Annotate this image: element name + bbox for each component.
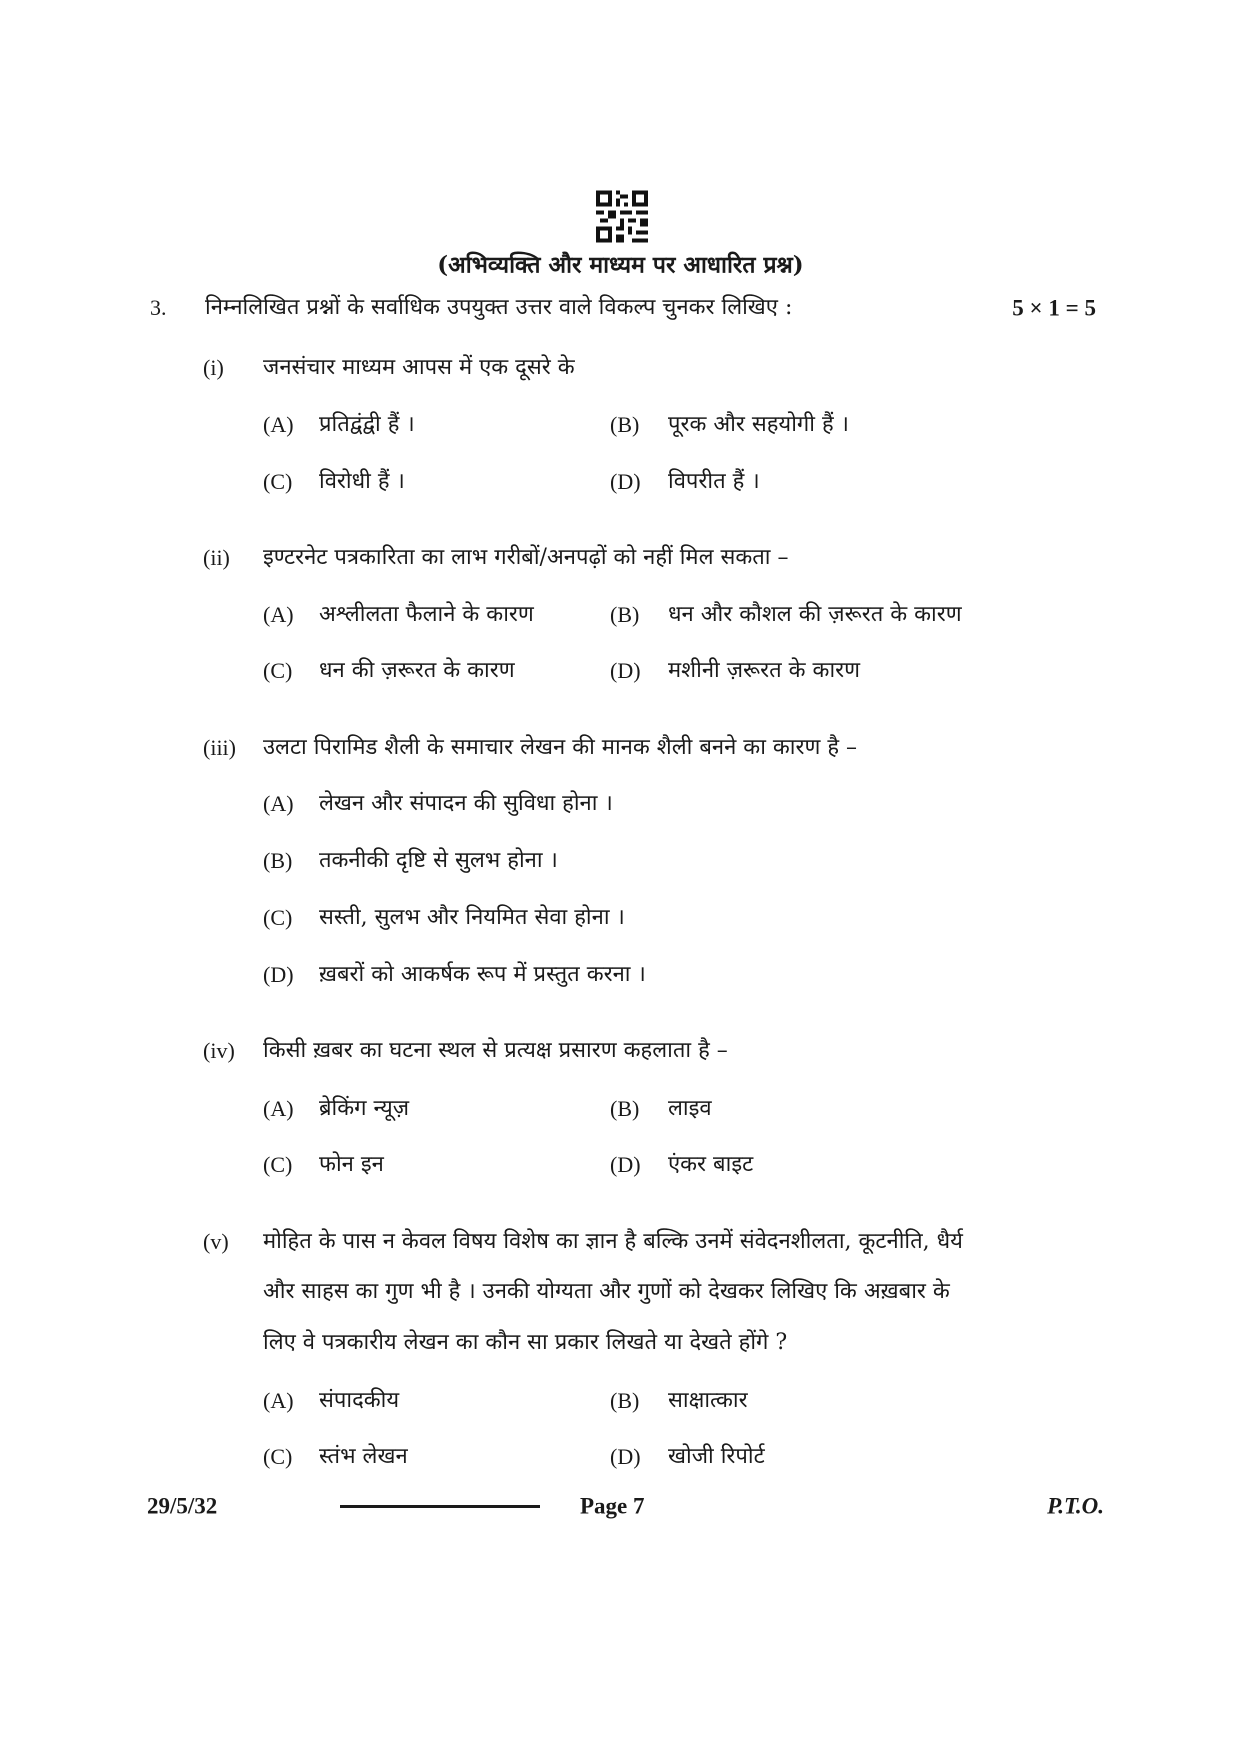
- option-label: (D): [610, 658, 641, 683]
- question-number: 3.: [150, 295, 167, 320]
- option-label: (B): [610, 1096, 640, 1121]
- part-number: (i): [203, 355, 224, 380]
- part-question: लिए वे पत्रकारीय लेखन का कौन सा प्रकार लिखते या देखते होंगे ?: [263, 1330, 788, 1355]
- option-label: (B): [610, 412, 640, 437]
- option-text: सस्ती, सुलभ और नियमित सेवा होना ।: [319, 905, 625, 930]
- option-label: (A): [263, 791, 294, 816]
- option-label: (C): [263, 658, 293, 683]
- option-label: (D): [610, 1444, 641, 1469]
- option-text: प्रतिद्वंद्वी हैं ।: [319, 412, 415, 437]
- part-question: उलटा पिरामिड शैली के समाचार लेखन की मानक शैली बनने का कारण है –: [263, 735, 858, 760]
- option-text: धन और कौशल की ज़रूरत के कारण: [668, 602, 962, 627]
- option-label: (B): [610, 1388, 640, 1413]
- option-text: अश्लीलता फैलाने के कारण: [319, 602, 534, 627]
- option-label: (D): [610, 1152, 641, 1177]
- part-number: (ii): [203, 545, 230, 570]
- option-text: ब्रेकिंग न्यूज़: [319, 1096, 410, 1121]
- option-text: तकनीकी दृष्टि से सुलभ होना ।: [319, 848, 558, 873]
- option-label: (A): [263, 412, 294, 437]
- part-number: (iv): [203, 1038, 235, 1063]
- option-text: एंकर बाइट: [668, 1152, 754, 1177]
- part-question: जनसंचार माध्यम आपस में एक दूसरे के: [263, 355, 575, 380]
- pto-label: P.T.O.: [1047, 1493, 1104, 1519]
- option-label: (C): [263, 469, 293, 494]
- option-label: (A): [263, 602, 294, 627]
- part-question: मोहित के पास न केवल विषय विशेष का ज्ञान है बल्कि उनमें संवेदनशीलता, कूटनीति, धैर्य: [263, 1229, 963, 1254]
- option-text: मशीनी ज़रूरत के कारण: [668, 658, 861, 683]
- qr-code: [596, 190, 648, 243]
- option-text: विपरीत हैं ।: [668, 469, 760, 494]
- option-label: (B): [610, 602, 640, 627]
- option-text: खोजी रिपोर्ट: [668, 1444, 765, 1469]
- option-label: (B): [263, 848, 293, 873]
- marks: 5 × 1 = 5: [1012, 295, 1096, 321]
- option-label: (D): [263, 962, 294, 987]
- option-label: (A): [263, 1388, 294, 1413]
- question-instruction: निम्नलिखित प्रश्नों के सर्वाधिक उपयुक्त उत्तर वाले विकल्प चुनकर लिखिए :: [205, 295, 793, 320]
- option-text: संपादकीय: [319, 1388, 400, 1413]
- option-label: (C): [263, 1152, 293, 1177]
- part-question: इण्टरनेट पत्रकारिता का लाभ गरीबों/अनपढ़ों को नहीं मिल सकता –: [263, 545, 789, 570]
- option-text: विरोधी हैं ।: [319, 469, 405, 494]
- paper-code: 29/5/32: [147, 1493, 218, 1519]
- option-text: साक्षात्कार: [668, 1388, 748, 1413]
- option-text: पूरक और सहयोगी हैं ।: [668, 412, 849, 437]
- option-text: ख़बरों को आकर्षक रूप में प्रस्तुत करना ।: [319, 962, 646, 987]
- footer-divider: [340, 1505, 540, 1508]
- option-text: फोन इन: [319, 1152, 384, 1177]
- part-question: किसी ख़बर का घटना स्थल से प्रत्यक्ष प्रसारण कहलाता है –: [263, 1038, 728, 1063]
- option-text: स्तंभ लेखन: [319, 1444, 408, 1469]
- option-text: लेखन और संपादन की सुविधा होना ।: [319, 791, 613, 816]
- option-label: (C): [263, 905, 293, 930]
- page-number: Page 7: [580, 1493, 645, 1519]
- part-question: और साहस का गुण भी है । उनकी योग्यता और गुणों को देखकर लिखिए कि अख़बार के: [263, 1279, 950, 1304]
- option-label: (A): [263, 1096, 294, 1121]
- option-text: लाइव: [668, 1096, 712, 1121]
- part-number: (iii): [203, 735, 236, 760]
- option-label: (D): [610, 469, 641, 494]
- option-text: धन की ज़रूरत के कारण: [319, 658, 515, 683]
- section-heading: (अभिव्यक्ति और माध्यम पर आधारित प्रश्न): [437, 251, 804, 279]
- part-number: (v): [203, 1229, 229, 1254]
- option-label: (C): [263, 1444, 293, 1469]
